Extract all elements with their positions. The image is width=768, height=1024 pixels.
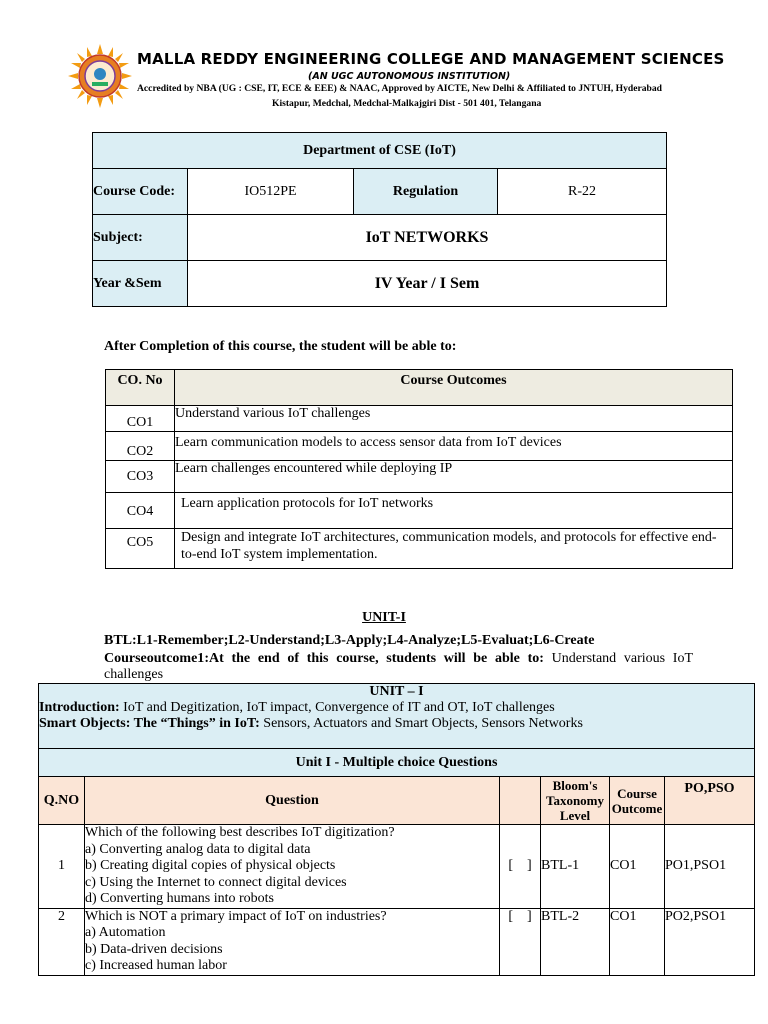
co-outcome: Learn communication models to access sensor data from IoT devices [175, 432, 733, 461]
po-value: PO2,PSO1 [665, 908, 755, 975]
unit-question-table [38, 683, 755, 976]
co-row [106, 406, 733, 432]
co-number: CO2 [106, 432, 175, 461]
accreditation-line: Accredited by NBA (UG : CSE, IT, ECE & EEE) & NAAC, Approved by AICTE, New Delhi & Affiliated to JNTUH, Hyderabad [137, 83, 663, 94]
unit-title: UNIT-I [362, 610, 406, 625]
option: c) Increased human labor [85, 958, 227, 973]
co-outcome: Learn challenges encountered while deploying IP [175, 461, 733, 493]
after-completion-text: After Completion of this course, the student will be able to: [104, 339, 457, 354]
course-info-table [92, 132, 667, 307]
co-number: CO1 [106, 406, 175, 432]
course-outcome-intro: :At the end of this course, students will be able to: [204, 651, 544, 666]
co-outcome: Design and integrate IoT architectures, communication models, and protocols for effective end-to-end IoT system implementation. [175, 529, 733, 569]
co-no-header: CO. No [106, 370, 175, 406]
option: a) Converting analog data to digital data [85, 841, 311, 857]
question-row [39, 908, 755, 975]
question-text: Which of the following best describes IoT digitization? a) Converting analog data to digital data b) Creating digital copies of physical objects c) Using the Internet to connect digital devices d) Converting humans into robots [85, 825, 500, 909]
answer-box[interactable]: [ ] [500, 825, 541, 909]
course-outcome-line [104, 651, 693, 683]
question-text: Which is NOT a primary impact of IoT on industries? a) Automation b) Data-driven decisions c) Increased human labor [85, 908, 500, 975]
question-number: 1 [39, 825, 85, 909]
btl-legend: BTL:L1-Remember;L2-Understand;L3-Apply;L4-Analyze;L5-Evaluat;L6-Create [104, 633, 595, 648]
subject-value: IoT NETWORKS [188, 215, 667, 261]
mcq-heading: Unit I - Multiple choice Questions [39, 749, 755, 777]
department-title: Department of CSE (IoT) [93, 133, 667, 169]
unit-heading: UNIT – I [369, 684, 424, 699]
institution-type: (AN UGC AUTONOMOUS INSTITUTION) [308, 71, 511, 82]
answer-header [500, 777, 541, 825]
co-row [106, 493, 733, 529]
question-number: 2 [39, 908, 85, 975]
unit-smart-objects: Smart Objects: The “Things” in IoT: Sensors, Actuators and Smart Objects, Sensors Networks [39, 716, 583, 731]
btl-level: BTL-2 [541, 908, 610, 975]
option: c) Using the Internet to connect digital devices [85, 874, 347, 890]
college-name: MALLA REDDY ENGINEERING COLLEGE AND MANAGEMENT SCIENCES [137, 50, 725, 68]
co-outcome: Understand various IoT challenges [175, 406, 733, 432]
college-logo [68, 44, 132, 108]
course-outcomes-table [105, 369, 733, 569]
co-outcome: Learn application protocols for IoT networks [175, 493, 733, 529]
question-row [39, 825, 755, 909]
year-sem-value: IV Year / I Sem [188, 261, 667, 307]
address-line: Kistapur, Medchal, Medchal-Malkajgiri Dist - 501 401, Telangana [272, 98, 542, 109]
po-value: PO1,PSO1 [665, 825, 755, 909]
co-number: CO3 [106, 461, 175, 493]
option: b) Creating digital copies of physical objects [85, 858, 336, 873]
co-number: CO5 [106, 529, 175, 569]
option: d) Converting humans into robots [85, 891, 274, 906]
co-value: CO1 [610, 825, 665, 909]
unit-introduction: Introduction: IoT and Degitization, IoT impact, Convergence of IT and OT, IoT challenges [39, 700, 555, 715]
qno-header: Q.NO [39, 777, 85, 825]
btl-level: BTL-1 [541, 825, 610, 909]
co-row [106, 432, 733, 461]
co-row [106, 529, 733, 569]
co-value: CO1 [610, 908, 665, 975]
course-outcomes-header: Course Outcomes [175, 370, 733, 406]
co-number: CO4 [106, 493, 175, 529]
subject-label: Subject: [93, 215, 188, 261]
option: a) Automation [85, 925, 166, 940]
po-pso-header: PO,PSO [665, 777, 755, 825]
answer-box[interactable]: [ ] [500, 908, 541, 975]
course-outcome-header: Course Outcome [610, 777, 665, 825]
regulation-label: Regulation [354, 169, 498, 215]
regulation-value: R-22 [498, 169, 667, 215]
course-outcome-label: Courseoutcome1 [104, 651, 205, 666]
blooms-header: Bloom's Taxonomy Level [541, 777, 610, 825]
course-code-label: Course Code: [93, 169, 188, 215]
unit-syllabus-cell [39, 684, 755, 749]
option: b) Data-driven decisions [85, 941, 223, 957]
course-code-value: IO512PE [188, 169, 354, 215]
co-row [106, 461, 733, 493]
year-sem-label: Year &Sem [93, 261, 188, 307]
course-outcome-text: Understand various IoT challenges [104, 651, 693, 682]
question-header: Question [85, 777, 500, 825]
